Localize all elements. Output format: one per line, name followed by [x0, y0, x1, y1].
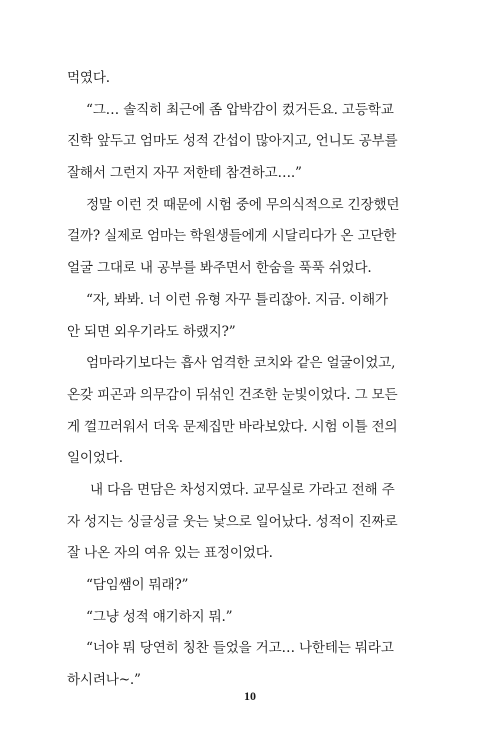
text-line: 진학 앞두고 엄마도 성적 간섭이 많아지고, 언니도 공부를 [67, 133, 398, 150]
text-line: 얼굴 그대로 내 공부를 봐주면서 한숨을 푹푹 쉬었다. [67, 260, 372, 277]
text-line: 정말 이런 것 때문에 시험 중에 무의식적으로 긴장했던 [86, 196, 400, 213]
text-line: 걸까? 실제로 엄마는 학원생들에게 시달리다가 온 고단한 [67, 228, 397, 245]
text-line: 잘해서 그런지 자꾸 저한테 참견하고….” [67, 165, 302, 182]
text-line: “자, 봐봐. 너 이런 유형 자꾸 틀리잖아. 지금. 이해가 [86, 291, 388, 308]
text-line: 온갖 피곤과 의무감이 뒤섞인 건조한 눈빛이었다. 그 모든 [67, 386, 398, 403]
text-line: “담임쌤이 뭐래?” [86, 577, 189, 593]
page-number: 10 [244, 689, 256, 703]
text-line: 하시려나~.” [67, 672, 141, 689]
text-line: 자 성지는 싱글싱글 웃는 낯으로 일어났다. 성적이 진짜로 [67, 513, 398, 530]
text-line: 먹였다. [67, 70, 110, 86]
text-line: 게 껄끄러워서 더욱 문제집만 바라보았다. 시험 이틀 전의 [67, 418, 398, 435]
text-line: 안 되면 외우기라도 하랬지?” [67, 323, 236, 340]
text-line: 일이었다. [67, 450, 123, 467]
text-line: 엄마라기보다는 흡사 엄격한 코치와 같은 얼굴이었고, [86, 355, 396, 372]
text-line: “그… 솔직히 최근에 좀 압박감이 컸거든요. 고등학교 [86, 101, 394, 118]
text-line: 잘 나온 자의 여유 있는 표정이었다. [67, 545, 273, 562]
text-line: “그냥 성적 얘기하지 뭐.” [86, 608, 233, 625]
body-text [67, 63, 437, 697]
text-line: “너야 뭐 당연히 칭찬 들었을 거고… 나한테는 뭐라고 [86, 640, 394, 657]
text-line: 내 다음 면담은 차성지였다. 교무실로 가라고 전해 주 [90, 481, 395, 498]
